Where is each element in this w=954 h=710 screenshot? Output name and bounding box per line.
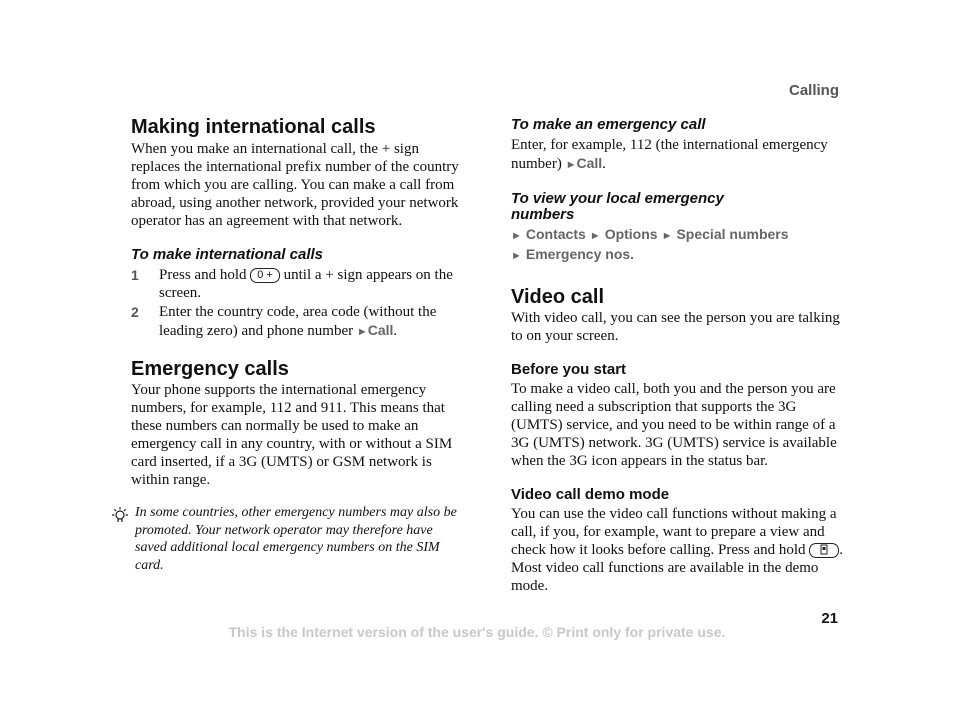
demo-text-post: . Most video call functions are available in the demo mode. (511, 542, 844, 594)
menu-item-special-numbers: Special numbers (676, 226, 789, 242)
menu-item-contacts: Contacts (525, 226, 586, 242)
menu-path (511, 225, 845, 265)
tip-text: In some countries, other emergency numbers may also be promoted. Your network operator may therefore have saved additional local emergency numbers on the SIM card. (135, 505, 457, 573)
heading-international-calls: Making international calls (131, 116, 376, 138)
step-text-body: Enter the country code, area code (without the leading zero) and phone number (159, 304, 437, 339)
step-item (131, 303, 461, 341)
emergency-call-text: Enter, for example, 112 (the international emergency number) (511, 137, 828, 172)
paragraph-video-demo-mode (511, 505, 845, 595)
section-header: Calling (788, 82, 839, 99)
menu-path-line (511, 245, 845, 265)
page-number: 21 (821, 610, 838, 627)
subheading-before-you-start: Before you start (511, 361, 627, 378)
right-triangle-icon: ► (661, 230, 673, 242)
menu-item-options: Options (604, 226, 658, 242)
tip-note (131, 504, 461, 574)
zero-plus-key-icon: 0 + (250, 268, 280, 283)
step-number: 2 (131, 304, 139, 320)
heading-video-call: Video call (511, 286, 605, 308)
right-triangle-icon: ► (356, 326, 368, 338)
heading-emergency-calls: Emergency calls (131, 358, 289, 380)
right-triangle-icon: ► (589, 230, 601, 242)
subheading-make-international-calls: To make international calls (131, 246, 324, 263)
steps-list (131, 266, 461, 341)
lightbulb-icon (111, 504, 135, 574)
menu-item-emergency-nos: Emergency nos. (525, 246, 635, 262)
right-column (511, 114, 845, 595)
paragraph-emergency-call (511, 136, 845, 174)
menu-item-call: Call (367, 322, 394, 338)
menu-item-call: Call (576, 155, 603, 171)
step-text (159, 266, 461, 302)
step-text-pre: Press and hold (159, 267, 247, 283)
demo-text-pre: You can use the video call functions without making a call, if you, for example, want to prepare a view and check how it looks before calling. Press and hold (511, 506, 837, 558)
step-text-post: until a + sign appears on the screen. (159, 267, 453, 301)
emergency-call-end: . (602, 156, 606, 172)
paragraph-emergency-calls: Your phone supports the international emergency numbers, for example, 112 and 911. This means that these numbers can normally be used to make an emergency call in any country, with or without a SIM card inserted, if a 3G (UMTS) or GSM network is within range. (131, 382, 453, 488)
subheading-make-emergency-call: To make an emergency call (511, 116, 706, 133)
right-triangle-icon: ► (565, 159, 577, 171)
footer-notice: This is the Internet version of the user's guide. © Print only for private use. (228, 624, 726, 640)
left-column (131, 114, 461, 574)
right-triangle-icon: ► (511, 250, 522, 262)
subheading-view-emergency-numbers: To view your local emergency numbers (511, 190, 724, 223)
paragraph-before-you-start: To make a video call, both you and the person you are calling need a subscription that supports the 3G (UMTS) service, and you need to be within range of a 3G (UMTS) network. 3G (UMTS) service is available when the 3G icon appears in the status bar. (511, 381, 837, 469)
right-triangle-icon: ► (511, 230, 522, 242)
subheading-video-demo-mode: Video call demo mode (511, 486, 670, 503)
step-text (159, 303, 461, 341)
paragraph-video-call: With video call, you can see the person you are talking to on your screen. (511, 310, 840, 344)
step-item (131, 266, 461, 302)
step-text-end: . (393, 323, 398, 339)
menu-path-line (511, 225, 845, 245)
video-call-key-icon (809, 543, 839, 558)
paragraph-international-calls: When you make an international call, the + sign replaces the international prefix number of the country from which you are calling. You can make a call from abroad, using another network, provided your network operator has an agreement with that network. (131, 141, 459, 229)
step-number: 1 (131, 267, 139, 283)
